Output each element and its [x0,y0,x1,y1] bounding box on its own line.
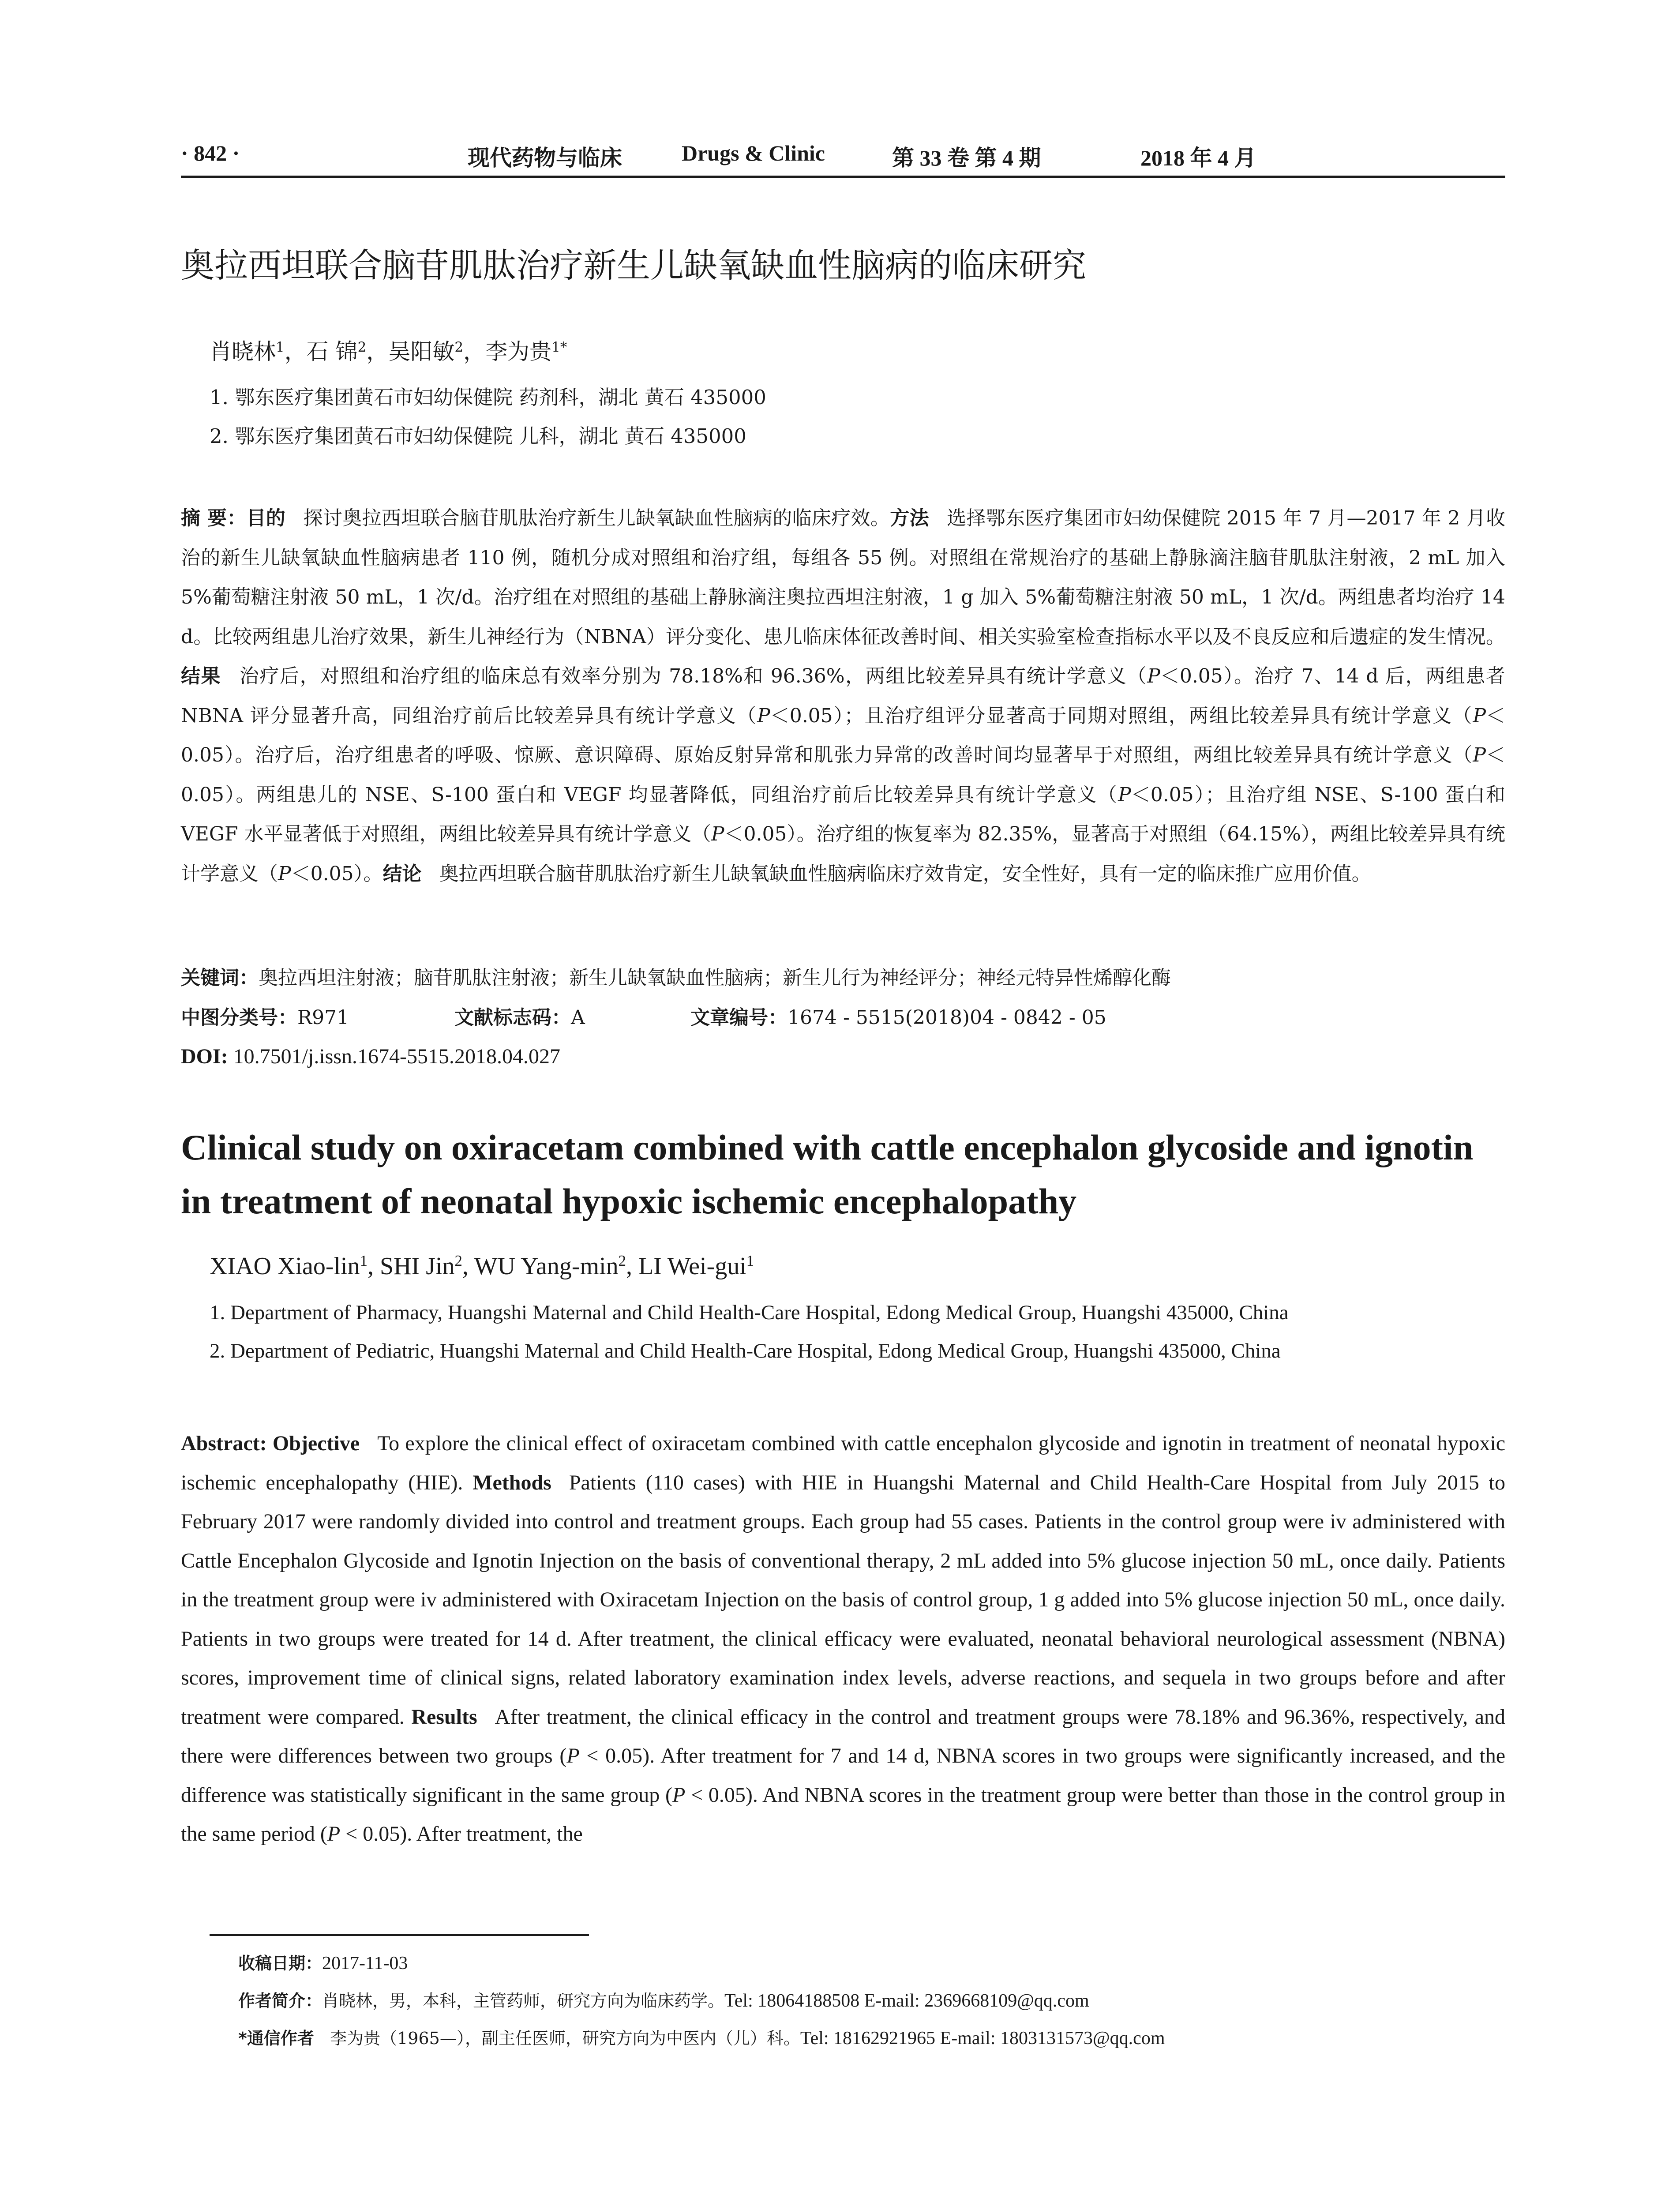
document-code-label: 文献标志码： [454,1006,571,1029]
results-text: ＜0.05）；且治疗组 NSE、S-100 蛋白和 VEGF 水平显著低于对照组，两组比较差异具有统计学意义（ [181,783,1505,845]
article-id-label: 文章编号： [690,1006,788,1029]
objective-label: 目的 [246,507,286,529]
results-text: < 0.05). After treatment, the [340,1822,583,1846]
keywords [181,963,1505,994]
p-symbol: P [1147,665,1160,687]
results-label: 结果 [181,665,221,687]
author-name: 肖晓林 [210,339,276,364]
corresponding-author [238,2025,1562,2052]
document-code-value: A [571,1006,585,1029]
affiliation-mark: 2 [618,1252,626,1269]
doi-value: 10.7501/j.issn.1674-5515.2018.04.027 [233,1045,561,1068]
methods-label: 方法 [890,507,929,529]
doi [181,1041,1505,1072]
document-code [454,1002,585,1033]
results-text: < 0.05). And NBNA scores in the treatment group were better than those in the control group in the same period ( [181,1783,1506,1846]
author-bio [238,1988,1562,2014]
p-symbol: P [672,1783,686,1807]
results-text: After treatment, the clinical efficacy in the control and treatment groups were 78.18% and 96.36%, respectively, and there were differences between two groups ( [181,1705,1505,1767]
results-label: Results [411,1705,477,1729]
p-symbol: P [278,862,291,885]
clc-label: 中图分类号： [181,1006,297,1029]
article-id [690,1002,1106,1033]
affiliation-cn: 2. 鄂东医疗集团黄石市妇幼保健院 儿科，湖北 黄石 435000 [210,424,746,448]
results-text: ＜0.05）；且治疗组评分显著高于同期对照组，两组比较差异具有统计学意义（ [770,704,1473,727]
objective-text: To explore the clinical effect of oxiracetam combined with cattle encephalon glycoside and ignotin in treatment of neonatal hypoxic ischemic encephalopathy (HIE). [181,1432,1505,1494]
author-name: XIAO Xiao-lin [210,1253,360,1280]
clc-number [181,1002,349,1033]
affiliation-en: 2. Department of Pediatric, Huangshi Maternal and Child Health-Care Hospital, Edong Medical Group, Huangshi 435000, China [210,1339,1281,1362]
page-number: · 842 · [181,141,240,165]
article-title-en: Clinical study on oxiracetam combined with cattle encephalon glycoside and ignotin in treatment of neonatal hypoxic ischemic encephalopathy [181,1127,1474,1221]
abstract-cn [181,499,1505,893]
volume-issue: 第 33 卷 第 4 期 [892,146,1041,170]
issue-date: 2018 年 4 月 [1140,146,1256,170]
p-symbol: P [327,1822,341,1846]
methods-text: Patients (110 cases) with HIE in Huangshi Maternal and Child Health-Care Hospital from July 2015 to February 2017 were randomly divided into control and treatment groups. Each group had 55 cases. Patients in the control group were iv administered with Cattle Encephalon Glycoside and Ignotin Injection on the basis of conventional therapy, 2 mL added into 5% glucose injection 50 mL, once daily. Patients in the treatment group were iv administered with Oxiracetam Injection on the basis of control group, 1 g added into 5% glucose injection 50 mL, once daily. Patients in two groups were treated for 14 d. After treatment, the clinical efficacy were evaluated, neonatal behavioral neurological assessment (NBNA) scores, improvement time of clinical signs, related laboratory examination index levels, adverse reactions, and sequela in two groups before and after treatment were compared. [181,1471,1506,1729]
p-symbol: P [1473,704,1486,727]
keywords-text: 奥拉西坦注射液；脑苷肌肽注射液；新生儿缺氧缺血性脑病；新生儿行为神经评分；神经元特异性烯醇化酶 [259,967,1171,989]
abstract-label: 摘 要： [181,507,247,529]
header-rule [181,176,1505,178]
p-symbol: P [711,823,724,845]
results-text: ＜0.05）。 [291,862,383,885]
results-text: ＜0.05）。治疗后，治疗组患者的呼吸、惊厥、意识障碍、原始反射异常和肌张力异常的改善时间均显著早于对照组，两组比较差异具有统计学意义（ [181,704,1506,766]
affiliation-mark: 2 [454,1252,462,1269]
article-id-value: 1674 - 5515(2018)04 - 0842 - 05 [788,1006,1106,1029]
p-symbol: P [1473,744,1486,766]
affiliation-mark: 2 [454,339,464,355]
author-list-cn: 肖晓林$^1$，石 锦$^2$，吴阳敏$^2$，李为贵$^{1*}$ [210,339,567,364]
affiliation-en: 1. Department of Pharmacy, Huangshi Maternal and Child Health-Care Hospital, Edong Medical Group, Huangshi 435000, China [210,1301,1289,1324]
author-list-en: XIAO Xiao-lin$^1$, SHI Jin$^2$, WU Yang-$\min^2$, LI Wei-gui$^1$ [210,1252,754,1280]
clc-value: R971 [297,1006,349,1029]
author-name: LI Wei-gui [638,1253,746,1280]
author-name: 石 锦 [306,339,358,364]
footnote-rule [210,1934,589,1936]
results-text: ＜0.05）。两组患儿的 NSE、S-100 蛋白和 VEGF 均显著降低，同组治疗前后比较差异具有统计学意义（ [181,744,1505,806]
received-label: 收稿日期： [238,1954,322,1973]
affiliation-mark: 1 [276,339,285,355]
methods-label: Methods [472,1471,551,1494]
affiliation-cn: 1. 鄂东医疗集团黄石市妇幼保健院 药剂科，湖北 黄石 435000 [210,386,766,409]
author-name: 李为贵 [485,339,552,364]
abstract-label: Abstract: [181,1432,267,1455]
corresponding-label: *通信作者 [238,2029,314,2048]
bio-contact: Tel: 18064188508 E-mail: 2369668109@qq.com [724,1991,1089,2011]
results-text: < 0.05). After treatment for 7 and 14 d, NBNA scores in two groups were significantly increased, and the difference was statistically significant in the same group ( [181,1744,1505,1807]
corresponding-text: 李为贵（1965—），副主任医师，研究方向为中医内（儿）科。 [330,2029,800,2048]
affiliation-mark: 2 [357,339,367,355]
p-symbol: P [1118,783,1131,806]
p-symbol: P [566,1744,580,1767]
received-date [238,1950,1562,1977]
bio-label: 作者简介： [238,1991,322,2011]
running-head [181,140,1504,176]
author-name: SHI Jin [379,1253,455,1280]
corresponding-contact: Tel: 18162921965 E-mail: 1803131573@qq.com [800,2028,1165,2048]
article-title-cn: 奥拉西坦联合脑苷肌肽治疗新生儿缺氧缺血性脑病的临床研究 [181,246,1086,285]
abstract-en [181,1424,1505,1854]
author-name: 吴阳敏 [388,339,455,364]
affiliation-mark: 1 [746,1252,754,1269]
conclusion-label: 结论 [382,862,422,885]
received-value: 2017-11-03 [322,1953,408,1973]
bio-text: 肖晓林，男，本科，主管药师，研究方向为临床药学。 [322,1991,725,2011]
results-text: ＜0.05）。治疗 7、14 d 后，两组患者 NBNA 评分显著升高，同组治疗前后比较差异具有统计学意义（ [181,665,1506,727]
objective-label: Objective [272,1432,360,1455]
objective-text: 探讨奥拉西坦联合脑苷肌肽治疗新生儿缺氧缺血性脑病的临床疗效。 [303,507,890,529]
p-symbol: P [757,704,770,727]
doi-label: DOI: [181,1045,228,1068]
results-text: ＜0.05）。治疗组的恢复率为 82.35%，显著高于对照组（64.15%），两组比较差异具有统计学意义（ [181,823,1505,885]
author-name: WU Yang-min [474,1253,619,1280]
keywords-label: 关键词： [181,967,259,989]
affiliation-mark: 1* [551,339,567,355]
affiliation-mark: 1 [360,1252,368,1269]
journal-name-cn: 现代药物与临床 [468,146,622,170]
journal-name-en: Drugs & Clinic [682,141,825,165]
methods-text: 选择鄂东医疗集团市妇幼保健院 2015 年 7 月—2017 年 2 月收治的新生儿缺氧缺血性脑病患者 110 例，随机分成对照组和治疗组，每组各 55 例。对照组在常规治疗的基础上静脉滴注脑苷肌肽注射液，2 mL 加入 5%葡萄糖注射液 50 mL，1 次/d。治疗组在对照组的基础上静脉滴注奥拉西坦注射液，1 g 加入 5%葡萄糖注射液 50 mL，1 次/d。两组患者均治疗 14 d。比较两组患儿治疗效果，新生儿神经行为（NBNA）评分变化、患儿临床体征改善时间、相关实验室检查指标水平以及不良反应和后遗症的发生情况。 [181,507,1505,648]
results-text: 治疗后，对照组和治疗组的临床总有效率分别为 78.18%和 96.36%，两组比较差异具有统计学意义（ [239,665,1148,687]
conclusion-text: 奥拉西坦联合脑苷肌肽治疗新生儿缺氧缺血性脑病临床疗效肯定，安全性好，具有一定的临床推广应用价值。 [439,862,1371,885]
